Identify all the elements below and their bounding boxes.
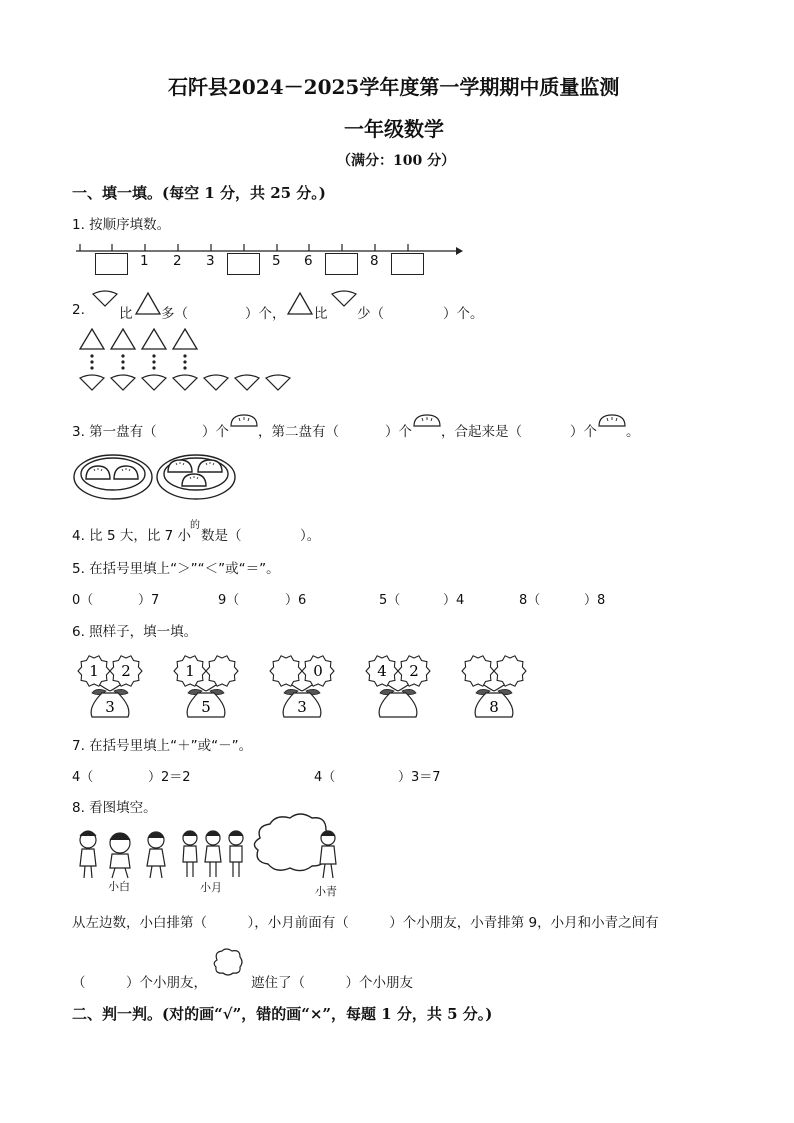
q8-line2a: （ ）个小朋友， bbox=[72, 975, 207, 991]
q7-b1: 4（ bbox=[314, 770, 336, 785]
flower-number: 2 bbox=[121, 662, 131, 680]
q4-text2: 数是（ bbox=[201, 528, 242, 544]
q3-p1: 3. 第一盘有（ bbox=[72, 424, 157, 440]
q2-duo: 多（ bbox=[161, 306, 188, 322]
q5-item: 9（ bbox=[218, 593, 240, 608]
flower-number: 1 bbox=[185, 662, 195, 680]
q2-ge2: ）个。 bbox=[443, 306, 484, 322]
q8-line1: 从左边数，小白排第（ ），小月前面有（ ）个小朋友，小青排第 9，小月和小青之间有 bbox=[72, 915, 659, 931]
page-title: 石阡县2024－2025学年度第一学期期中质量监测 bbox=[168, 75, 620, 99]
q5-text: 5. 在括号里填上“＞”“＜”或“＝”。 bbox=[72, 561, 280, 577]
q3-p4: ）个 bbox=[385, 424, 412, 440]
section-2-heading: 二、判一判。(对的画“√”，错的画“×”，每题 1 分，共 5 分。) bbox=[72, 1005, 493, 1023]
q7-b2: ）3＝7 bbox=[398, 770, 441, 785]
tick-label: 6 bbox=[304, 253, 313, 269]
q5-item: ）6 bbox=[285, 593, 307, 608]
bag-number: 8 bbox=[489, 698, 499, 716]
q7-a2: ）2＝2 bbox=[148, 770, 191, 785]
q4-small-char: 的 bbox=[190, 520, 200, 531]
child-name-label: 小白 bbox=[108, 880, 130, 893]
page-subtitle: 一年级数学 bbox=[344, 117, 444, 141]
tick-label: 5 bbox=[272, 253, 281, 269]
bag-number: 5 bbox=[201, 698, 211, 716]
q8-text: 8. 看图填空。 bbox=[72, 800, 157, 816]
q3-p2: ）个 bbox=[202, 424, 229, 440]
q4-text: 4. 比 5 大，比 7 小 bbox=[72, 528, 192, 544]
q4-end: ）。 bbox=[300, 528, 321, 544]
q3-p6: ）个 bbox=[570, 424, 597, 440]
bag-number: 3 bbox=[105, 698, 115, 716]
tick-label: 2 bbox=[173, 253, 182, 269]
q5-item: 8（ bbox=[519, 593, 541, 608]
q2-num: 2. bbox=[72, 302, 85, 318]
q7-a1: 4（ bbox=[72, 770, 94, 785]
tick-label: 8 bbox=[370, 253, 379, 269]
q2-ge1: ）个， bbox=[245, 306, 286, 322]
full-score: （满分：100 分） bbox=[337, 153, 456, 169]
flower-number: 0 bbox=[313, 662, 323, 680]
q5-item: 0（ bbox=[72, 593, 94, 608]
flower-number: 2 bbox=[409, 662, 419, 680]
q3-p3: ，第二盘有（ bbox=[258, 424, 339, 440]
q6-text: 6. 照样子，填一填。 bbox=[72, 624, 198, 640]
bag-number: 3 bbox=[297, 698, 307, 716]
q7-text: 7. 在括号里填上“＋”或“－”。 bbox=[72, 738, 253, 754]
flower-number: 1 bbox=[89, 662, 99, 680]
tick-label: 3 bbox=[206, 253, 215, 269]
q2-shao: 少（ bbox=[357, 306, 384, 322]
q1-text: 1. 按顺序填数。 bbox=[72, 217, 171, 233]
q5-item: ）4 bbox=[443, 593, 465, 608]
tick-label: 1 bbox=[140, 253, 149, 269]
q5-item: ）8 bbox=[584, 593, 606, 608]
q5-item: ）7 bbox=[138, 593, 160, 608]
section-1-heading: 一、填一填。(每空 1 分，共 25 分。) bbox=[72, 184, 326, 202]
q5-item: 5（ bbox=[379, 593, 401, 608]
q8-line2b: 遮住了（ ）个小朋友 bbox=[251, 975, 413, 991]
child-name-label: 小月 bbox=[200, 881, 222, 894]
flower-number: 4 bbox=[377, 662, 387, 680]
cloud-icon bbox=[212, 948, 244, 976]
q2-bi: 比 bbox=[119, 306, 133, 322]
q2-bi2: 比 bbox=[314, 306, 328, 322]
child-name-label: 小青 bbox=[315, 885, 337, 898]
q3-p5: ，合起来是（ bbox=[441, 424, 522, 440]
q3-p7: 。 bbox=[626, 424, 640, 440]
